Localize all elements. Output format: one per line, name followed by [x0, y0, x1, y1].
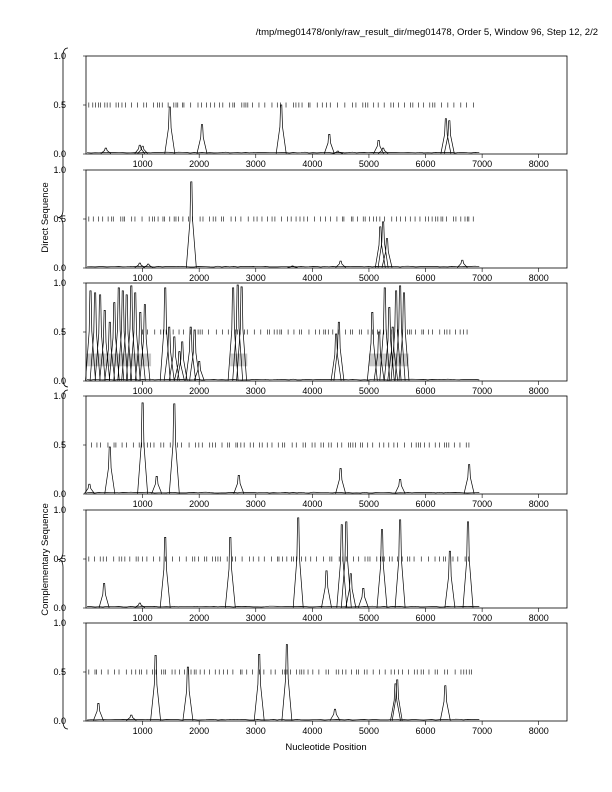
- x-tick-label: 2000: [189, 613, 210, 623]
- y-tick-label: 0.0: [53, 716, 66, 726]
- x-tick-label: 1000: [132, 613, 153, 623]
- data-peak: [225, 537, 235, 607]
- data-peak: [358, 588, 368, 607]
- x-tick-label: 2000: [189, 159, 210, 169]
- data-peak: [440, 686, 450, 721]
- y-tick-label: 0.0: [53, 263, 66, 273]
- x-tick-label: 4000: [302, 613, 323, 623]
- x-tick-label: 5000: [358, 386, 379, 396]
- y-tick-label: 0.5: [53, 440, 66, 450]
- data-baseline: [87, 606, 479, 607]
- data-baseline: [87, 266, 479, 267]
- x-tick-label: 4000: [302, 386, 323, 396]
- data-baseline: [87, 719, 479, 720]
- x-tick-label: 3000: [245, 726, 266, 736]
- y-tick-label: 0.5: [53, 667, 66, 677]
- x-tick-label: 6000: [415, 726, 436, 736]
- x-tick-label: 7000: [472, 726, 493, 736]
- x-tick-label: 2000: [189, 499, 210, 509]
- x-tick-label: 5000: [358, 159, 379, 169]
- x-tick-label: 7000: [472, 386, 493, 396]
- data-peak: [160, 537, 170, 607]
- x-tick-label: 7000: [472, 159, 493, 169]
- x-tick-label: 7000: [472, 613, 493, 623]
- data-peak: [331, 334, 341, 381]
- panel-2: [53, 165, 567, 283]
- x-tick-label: 4000: [302, 273, 323, 283]
- data-peak: [330, 709, 340, 720]
- y-tick-label: 0.0: [53, 489, 66, 499]
- x-tick-label: 4000: [302, 159, 323, 169]
- x-tick-label: 3000: [245, 386, 266, 396]
- data-peak: [99, 584, 109, 608]
- y-tick-label: 1.0: [53, 165, 66, 175]
- x-tick-label: 1000: [132, 273, 153, 283]
- y-tick-label: 0.0: [53, 149, 66, 159]
- y-tick-label: 0.0: [53, 603, 66, 613]
- data-peak: [293, 518, 303, 608]
- panel-5: [53, 505, 567, 623]
- data-peak: [377, 530, 387, 608]
- y-tick-label: 0.5: [53, 214, 66, 224]
- y-tick-label: 1.0: [53, 278, 66, 288]
- data-peak: [463, 522, 473, 608]
- y-tick-label: 0.0: [53, 376, 66, 386]
- y-tick-label: 1.0: [53, 505, 66, 515]
- data-baseline: [87, 379, 479, 380]
- x-tick-label: 5000: [358, 613, 379, 623]
- x-tick-label: 1000: [132, 499, 153, 509]
- data-peak: [254, 654, 264, 720]
- chart-title: /tmp/meg01478/only/raw_result_dir/meg01478, Order 5, Window 96, Step 12, 2/2: [255, 27, 598, 38]
- data-peak: [395, 520, 405, 608]
- data-peak: [441, 119, 451, 154]
- data-peak: [374, 140, 384, 153]
- data-peak: [382, 239, 392, 268]
- plot-frame: [86, 623, 567, 721]
- plot-frame: [86, 283, 567, 381]
- y-tick-label: 1.0: [53, 618, 66, 628]
- data-peak: [336, 469, 346, 494]
- x-tick-label: 2000: [189, 386, 210, 396]
- x-tick-label: 6000: [415, 613, 436, 623]
- data-peak: [324, 134, 334, 153]
- data-peak: [165, 107, 175, 154]
- data-baseline: [87, 492, 479, 493]
- data-peak: [464, 465, 474, 494]
- x-tick-label: 4000: [302, 499, 323, 509]
- data-peak: [234, 475, 244, 493]
- x-tick-label: 3000: [245, 499, 266, 509]
- y-tick-label: 0.5: [53, 327, 66, 337]
- x-tick-label: 8000: [528, 159, 549, 169]
- panel-6: [53, 618, 567, 736]
- x-tick-label: 3000: [245, 273, 266, 283]
- group-label: Complementary Sequence: [40, 503, 51, 616]
- data-peak: [186, 182, 196, 268]
- data-peak: [197, 125, 207, 154]
- group-label: Direct Sequence: [40, 182, 51, 253]
- data-peak: [334, 322, 344, 380]
- x-tick-label: 2000: [189, 273, 210, 283]
- data-baseline: [87, 152, 479, 153]
- panel-4: [53, 391, 567, 509]
- x-tick-label: 5000: [358, 499, 379, 509]
- panel-3: [53, 278, 567, 396]
- plot-frame: [86, 396, 567, 494]
- x-tick-label: 6000: [415, 386, 436, 396]
- x-tick-label: 6000: [415, 273, 436, 283]
- y-tick-label: 0.5: [53, 100, 66, 110]
- x-tick-label: 8000: [528, 726, 549, 736]
- x-tick-label: 3000: [245, 159, 266, 169]
- y-tick-label: 0.5: [53, 554, 66, 564]
- x-tick-label: 5000: [358, 726, 379, 736]
- x-tick-label: 6000: [415, 499, 436, 509]
- x-tick-label: 8000: [528, 273, 549, 283]
- x-tick-label: 7000: [472, 499, 493, 509]
- data-peak: [322, 571, 332, 608]
- x-axis-label: Nucleotide Position: [285, 742, 367, 753]
- x-tick-label: 3000: [245, 613, 266, 623]
- data-peak: [151, 655, 161, 720]
- y-tick-label: 1.0: [53, 51, 66, 61]
- x-tick-label: 2000: [189, 726, 210, 736]
- plot-frame: [86, 510, 567, 608]
- x-tick-label: 8000: [528, 499, 549, 509]
- x-tick-label: 1000: [132, 159, 153, 169]
- data-peak: [444, 121, 454, 154]
- panel-1: [53, 51, 567, 169]
- data-peak: [105, 447, 115, 494]
- x-tick-label: 4000: [302, 726, 323, 736]
- data-peak: [138, 403, 148, 494]
- data-peak: [395, 479, 405, 493]
- data-peak: [276, 105, 286, 154]
- data-peak: [169, 404, 179, 494]
- x-tick-label: 5000: [358, 273, 379, 283]
- data-peak: [169, 337, 179, 381]
- x-tick-label: 8000: [528, 386, 549, 396]
- x-tick-label: 1000: [132, 726, 153, 736]
- x-tick-label: 8000: [528, 613, 549, 623]
- data-peak: [183, 667, 193, 720]
- data-peak: [392, 680, 402, 721]
- data-peak: [164, 327, 174, 380]
- y-tick-label: 1.0: [53, 391, 66, 401]
- x-tick-label: 7000: [472, 273, 493, 283]
- data-peak: [152, 476, 162, 493]
- x-tick-label: 6000: [415, 159, 436, 169]
- x-tick-label: 1000: [132, 386, 153, 396]
- data-peak: [93, 703, 103, 720]
- data-peak: [445, 551, 455, 607]
- data-peak: [282, 645, 292, 721]
